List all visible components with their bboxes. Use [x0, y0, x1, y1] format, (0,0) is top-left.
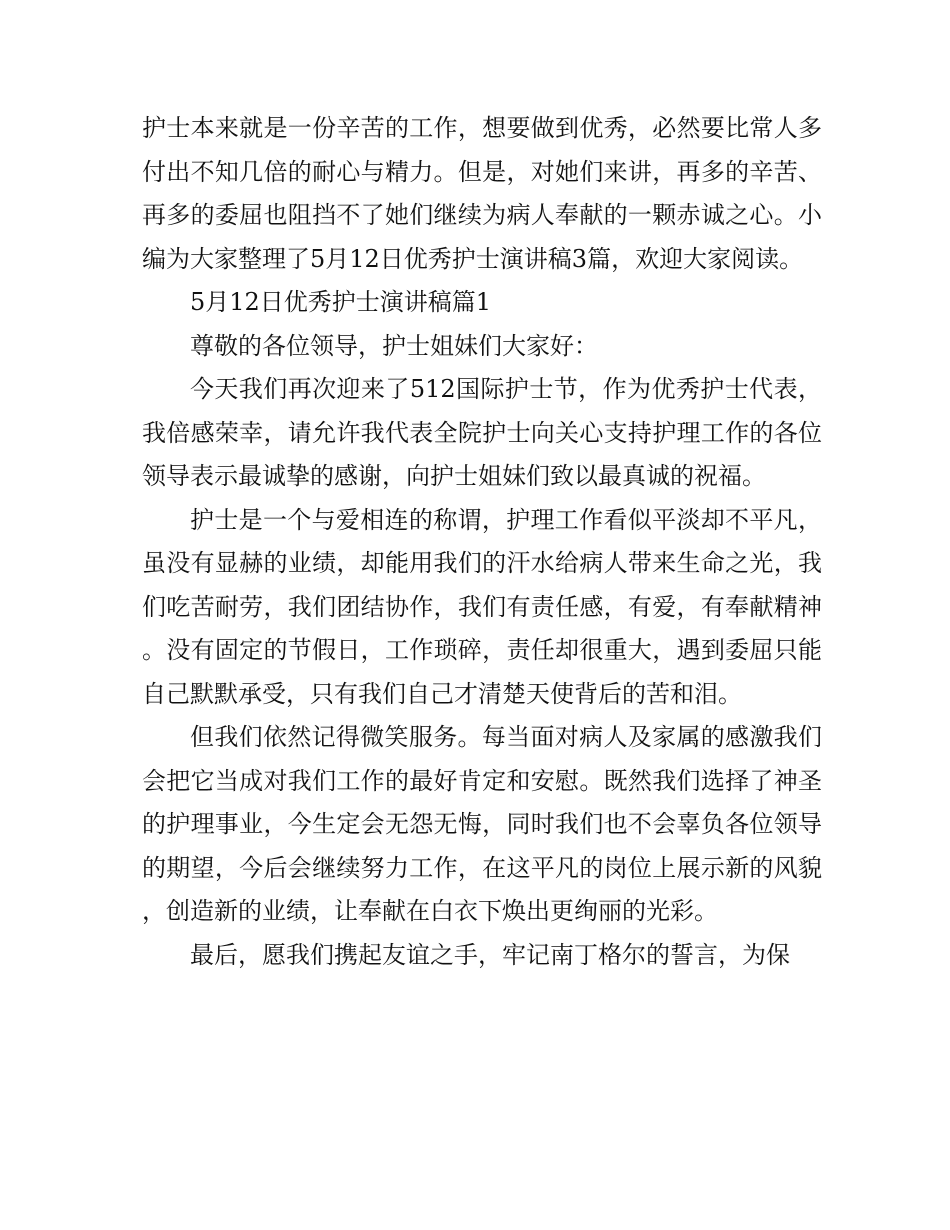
body-paragraph-2: 护士是一个与爱相连的称谓，护理工作看似平淡却不平凡，虽没有显赫的业绩，却能用我们的汗水给病人带来生命之光，我们吃苦耐劳，我们团结协作，我们有责任感，有爱，有奉献精神。没有固定的节假日，工作琐碎，责任却很重大，遇到委屈只能自己默默承受，只有我们自己才清楚天使背后的苦和泪。: [142, 505, 822, 708]
body-paragraph-1: 今天我们再次迎来了512国际护士节，作为优秀护士代表，我倍感荣幸，请允许我代表全院护士向关心支持护理工作的各位领导表示最诚挚的感谢，向护士姐妹们致以最真诚的祝福。: [142, 375, 822, 490]
intro-paragraph: 护士本来就是一份辛苦的工作，想要做到优秀，必然要比常人多付出不知几倍的耐心与精力。但是，对她们来讲，再多的辛苦、再多的委屈也阻挡不了她们继续为病人奉献的一颗赤诚之心。小编为大家整理了5月12日优秀护士演讲稿3篇，欢迎大家阅读。: [142, 114, 822, 273]
document-body: [142, 107, 822, 977]
body-paragraph-4: 最后，愿我们携起友谊之手，牢记南丁格尔的誓言，为保: [190, 940, 790, 969]
salutation: 尊敬的各位领导，护士姐妹们大家好：: [190, 331, 598, 360]
body-paragraph-3: 但我们依然记得微笑服务。每当面对病人及家属的感激我们会把它当成对我们工作的最好肯定和安慰。既然我们选择了神圣的护理事业，今生定会无怨无悔，同时我们也不会辜负各位领导的期望，今后会继续努力工作，在这平凡的岗位上展示新的风貌，创造新的业绩，让奉献在白衣下焕出更绚丽的光彩。: [142, 723, 822, 925]
section-heading: 5月12日优秀护士演讲稿篇1: [190, 288, 492, 316]
